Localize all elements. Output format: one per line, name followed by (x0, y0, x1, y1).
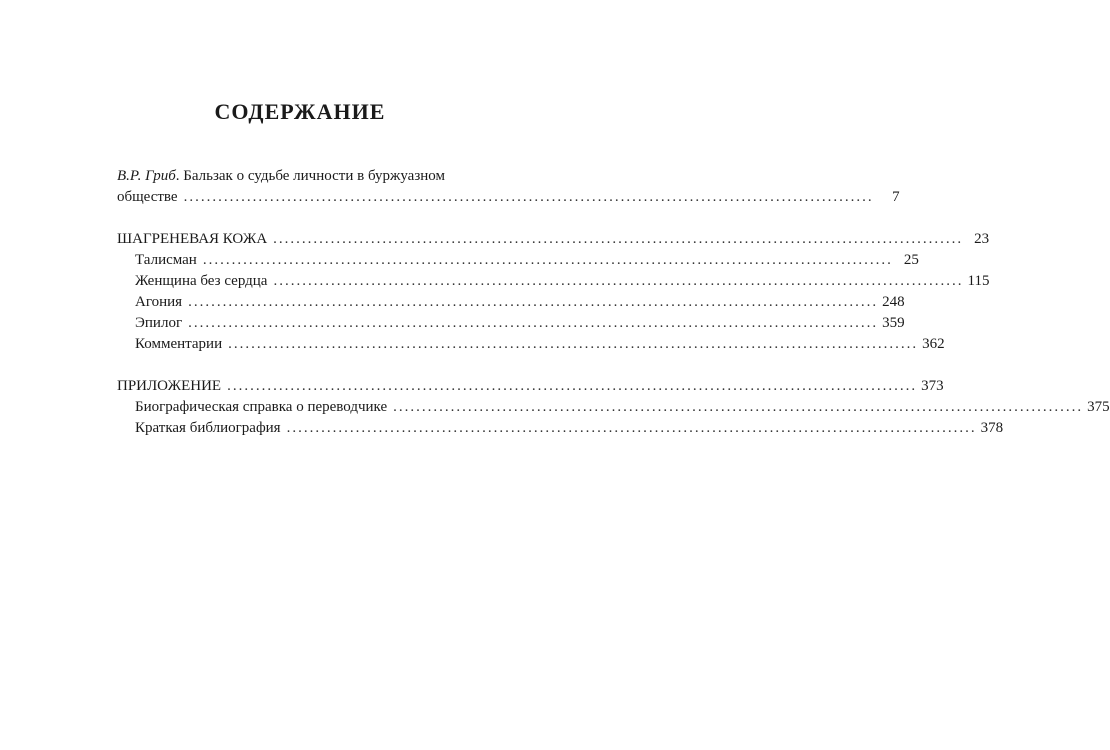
toc-item[interactable] (135, 271, 990, 291)
item-label: Талисман (135, 252, 197, 268)
item-page-number: 378 (980, 420, 1004, 436)
item-label: Агония (135, 294, 183, 310)
section-page-number: 373 (921, 378, 944, 394)
item-page-number: 359 (882, 315, 905, 331)
section-label: ПРИЛОЖЕНИЕ (117, 378, 222, 394)
toc-item[interactable] (135, 334, 945, 354)
item-page-number: 375 (1087, 399, 1110, 415)
item-page-number: 115 (967, 273, 990, 289)
intro-entry-line1[interactable] (117, 166, 501, 186)
item-label: Женщина без сердца (135, 273, 268, 289)
toc-section-prilozhenie[interactable] (117, 376, 944, 396)
leader-dots: ........................................................................................................................ (273, 231, 964, 247)
leader-dots: ........................................................................................................................ (188, 315, 879, 331)
toc-item[interactable] (135, 313, 905, 333)
toc-item[interactable] (135, 418, 1004, 438)
intro-author: В.Р. Гриб (117, 168, 176, 184)
intro-title-line1: . Бальзак о судьбе личности в буржуазном (175, 168, 445, 184)
leader-dots: ........................................................................................................................ (183, 189, 874, 205)
leader-dots: ........................................................................................................................ (228, 336, 919, 352)
item-page-number: 25 (903, 252, 919, 268)
toc-item[interactable] (135, 292, 905, 312)
item-page-number: 248 (882, 294, 905, 310)
section-page-number: 23 (974, 231, 990, 247)
leader-dots: ........................................................................................................................ (227, 378, 918, 394)
leader-dots: ........................................................................................................................ (202, 252, 893, 268)
leader-dots: ........................................................................................................................ (286, 420, 977, 436)
leader-dots: ........................................................................................................................ (393, 399, 1084, 415)
item-label: Эпилог (135, 315, 183, 331)
intro-entry-line2[interactable] (117, 187, 900, 207)
item-page-number: 362 (922, 336, 945, 352)
toc-item[interactable] (135, 397, 1110, 417)
item-label: Биографическая справка о переводчике (135, 399, 388, 415)
section-label: ШАГРЕНЕВАЯ КОЖА (117, 231, 268, 247)
toc-item[interactable] (135, 250, 919, 270)
leader-dots: ........................................................................................................................ (188, 294, 879, 310)
item-label: Комментарии (135, 336, 223, 352)
intro-page-number: 7 (892, 189, 900, 205)
item-label: Краткая библиография (135, 420, 281, 436)
page-title: СОДЕРЖАНИЕ (214, 99, 386, 124)
intro-title-line2: обществе (117, 189, 178, 205)
leader-dots: ........................................................................................................................ (273, 273, 964, 289)
toc-section-shagrenevaya-kozha[interactable] (117, 229, 990, 249)
